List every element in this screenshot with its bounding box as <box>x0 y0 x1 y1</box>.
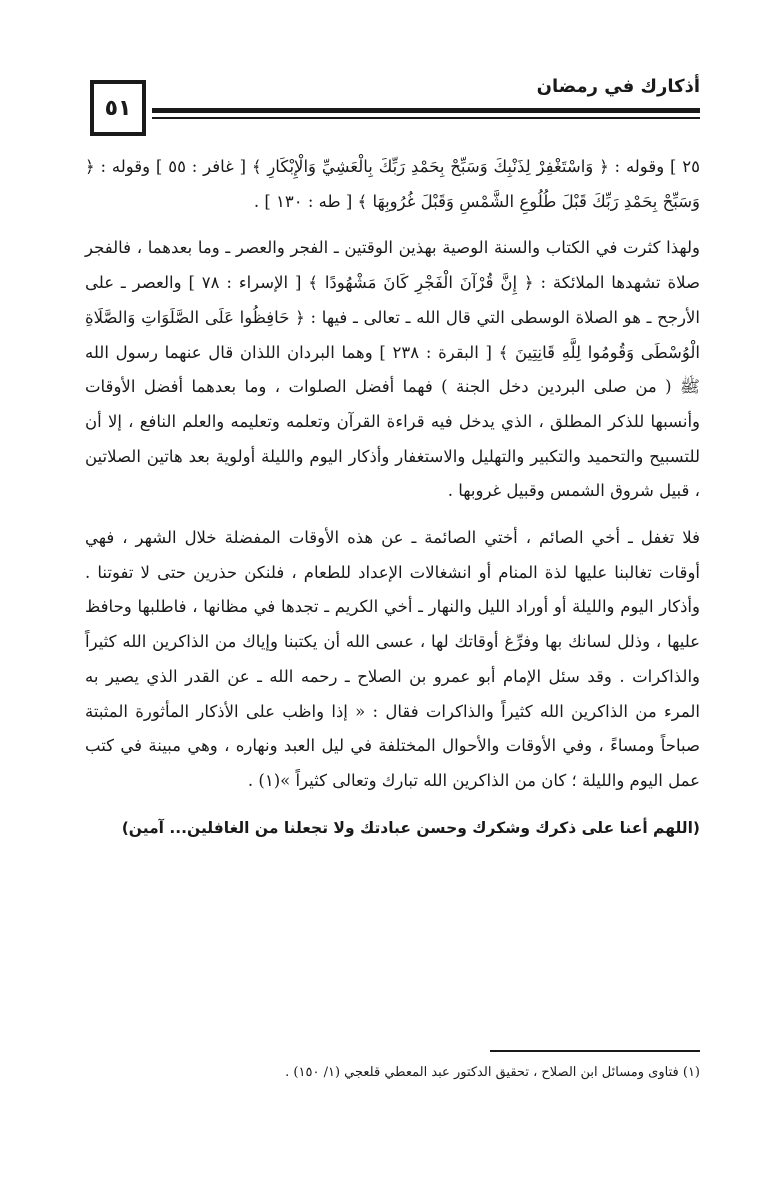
paragraph-3: فلا تغفل ـ أخي الصائم ، أختي الصائمة ـ عن هذه الأوقات المفضلة خلال الشهر ، فهي أوقات تغالبنا عليها لذة المنام أو انشغالات الإعداد للطعام ، فلنكن حذرين حتى لا تفوتنا . وأذكار اليوم والليلة أو أوراد الليل والنهار ـ أخي الكريم ـ تجدها في مظانها ، فاطلبها وحافظ عليها ، وذلل لسانك بها وفرِّغ أوقاتك لها ، عسى الله أن يكتبنا وإياك من الذاكرين الله كثيراً والذاكرات . وقد سئل الإمام أبو عمرو بن الصلاح ـ رحمه الله ـ عن القدر الذي يصير به المرء من الذاكرين الله كثيراً والذاكرات فقال : « إذا واظب على الأذكار المأثورة المثبتة صباحاً ومساءً ، وفي الأوقات والأحوال المختلفة في ليل العبد ونهاره ، وهي مبينة في كتب عمل اليوم والليلة ؛ كان من الذاكرين الله تبارك وتعالى كثيراً »(١) . <box>85 528 700 790</box>
body-text <box>85 150 700 857</box>
header-rule-thin <box>152 117 700 119</box>
header-rule-thick <box>152 108 700 113</box>
closing-supplication: (اللهم أعنا على ذكرك وشكرك وحسن عبادتك ولا تجعلنا من الغافلين... آمين) <box>121 818 700 837</box>
running-title: أذكارك في رمضان <box>536 76 700 97</box>
footnote-rule <box>490 1050 700 1052</box>
page-header <box>90 70 700 140</box>
paragraph-1: ٢٥ ] وقوله : ﴿ وَاسْتَغْفِرْ لِذَنْبِكَ وَسَبِّحْ بِحَمْدِ رَبِّكَ بِالْعَشِيِّ وَالْإِبْكَارِ ﴾ [ غافر : ٥٥ ] وقوله : ﴿ وَسَبِّحْ بِحَمْدِ رَبِّكَ قَبْلَ طُلُوعِ الشَّمْسِ وَقَبْلَ غُرُوبِهَا ﴾ [ طه : ١٣٠ ] . <box>85 157 700 211</box>
footnote: (١) فتاوى ومسائل ابن الصلاح ، تحقيق الدكتور عبد المعطي قلعجي (١/ ١٥٠) . <box>285 1065 700 1080</box>
paragraph-2: ولهذا كثرت في الكتاب والسنة الوصية بهذين الوقتين ـ الفجر والعصر ـ وما بعدهما ، فالفجر صلاة تشهدها الملائكة : ﴿ إِنَّ قُرْآنَ الْفَجْرِ كَانَ مَشْهُودًا ﴾ [ الإسراء : ٧٨ ] والعصر ـ على الأرجح ـ هو الصلاة الوسطى التي قال الله ـ تعالى ـ فيها : ﴿ حَافِظُوا عَلَى الصَّلَوَاتِ وَالصَّلَاةِ الْوُسْطَى وَقُومُوا لِلَّهِ قَانِتِينَ ﴾ [ البقرة : ٢٣٨ ] وهما البردان اللذان قال عنهما رسول الله ﷺ ( من صلى البردين دخل الجنة ) فهما أفضل الصلوات ، وما بعدهما أفضل الأوقات وأنسبها للذكر المطلق ، الذي يدخل فيه قراءة القرآن وتعلمه وتعليمه والعلم النافع ، إلا أن للتسبيح والتحميد والتكبير والتهليل والاستغفار وأذكار اليوم والليلة أولوية بعد هاتين الصلاتين ، قبيل شروق الشمس وقبيل غروبها . <box>85 238 700 501</box>
page-number: ٥١ <box>90 80 146 136</box>
